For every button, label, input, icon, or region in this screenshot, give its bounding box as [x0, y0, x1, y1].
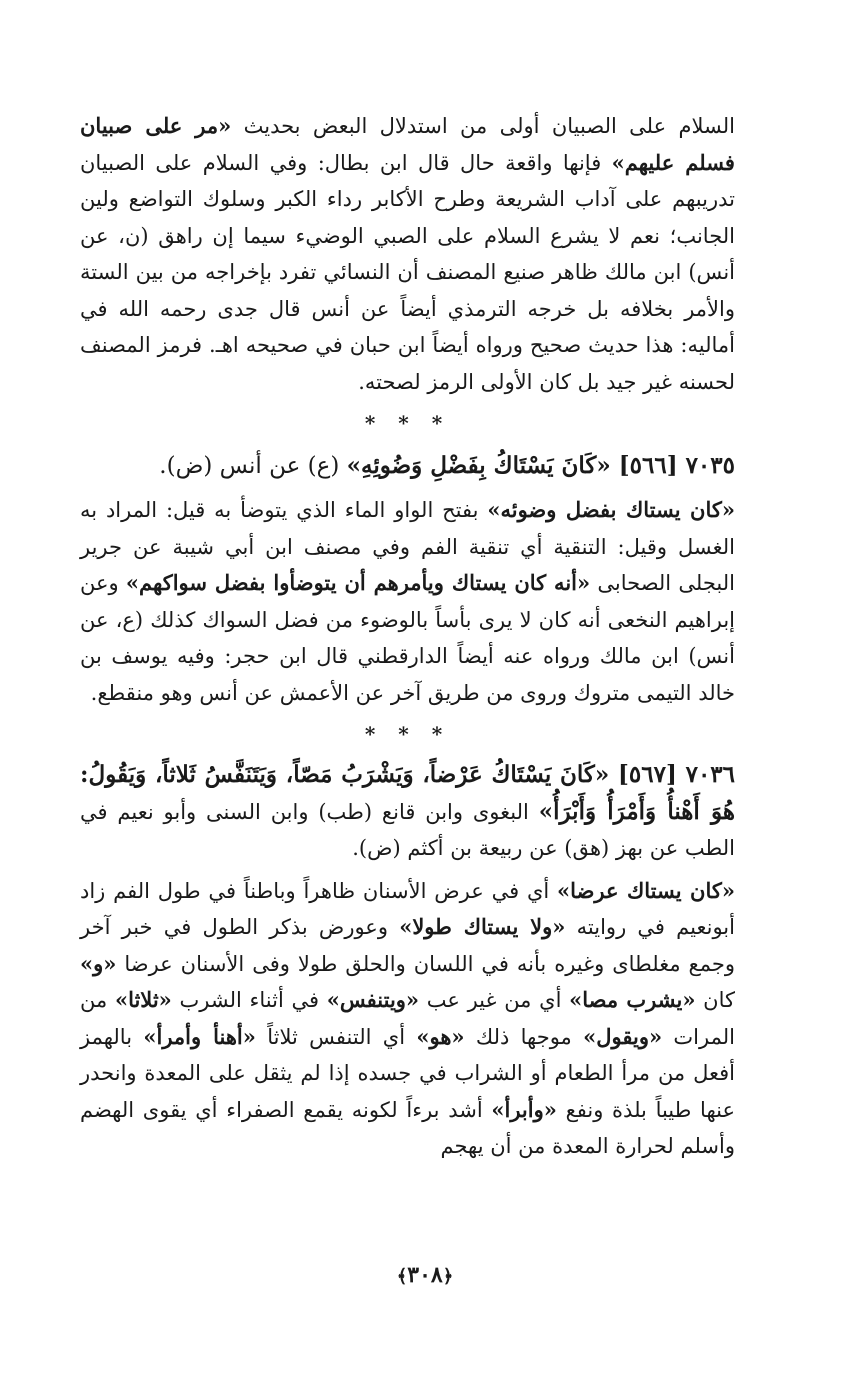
- hadith-text: «كَانَ يَسْتَاكُ بِفَضْلِ وَضُوئِهِ»: [346, 452, 619, 479]
- commentary-paragraph: [80, 108, 735, 400]
- quoted-word: «أهنأ وأمرأ»: [143, 1023, 256, 1049]
- hadith-entry-7035: [80, 446, 735, 486]
- body-text: أشد برءاً لكونه يقمع الصفراء أي يقوى الهضم وأسلم لحرارة المعدة من أن يهجم: [80, 1097, 735, 1158]
- body-text: بالهمز أفعل من مرأ الطعام أو الشراب في جسده إذا لم يثقل على المعدة وانحدر عنها طيباً بلذة ونفع: [80, 1024, 735, 1122]
- quoted-word: «يشرب مصا»: [569, 987, 696, 1012]
- quoted-word: «ثلاثا»: [114, 987, 172, 1012]
- section-separator: * * *: [364, 411, 451, 435]
- entry-number: ٧٠٣٥ [٥٦٦]: [618, 452, 735, 479]
- quoted-word: «ويقول»: [583, 1023, 663, 1049]
- body-text: فإنها واقعة حال قال ابن بطال: وفي السلام على الصبيان تدريبهم على آداب الشريعة وطرح الأكابر رداء الكبر وسلوك التواضع ولين الجانب؛ نعم لا يشرع السلام على الصبي الوضيء سيما إن راهق (ن، عن أنس) ابن مالك ظاهر صنيع المصنف أن النسائي تفرد بإخراجه من بين الستة والأمر بخلافه بل خرجه الترمذي أيضاً عن أنس قال جدى رحمه الله في أماليه: هذا حديث صحيح ورواه أيضاً ابن حبان في صحيحه اهـ. فرمز المصنف لحسنه غير جيد بل كان الأولى الرمز لصحته.: [80, 150, 735, 394]
- quoted-hadith: «كان يستاك بفضل وضوئه»: [487, 497, 735, 522]
- quoted-word: «هو»: [416, 1023, 465, 1049]
- quoted-word: «و»: [80, 950, 117, 976]
- quoted-hadith: «ولا يستاك طولا»: [399, 914, 566, 939]
- page-footer: [0, 1262, 850, 1288]
- hadith-text: «كَانَ يَسْتَاكُ عَرْضاً، وَيَشْرَبُ مَصّاً، وَيَتَنَفَّسُ ثَلاثاً، وَيَقُولُ: هُوَ أَهْنأُ وَأَمْرَأُ وَأَبْرَأُ»: [80, 761, 735, 825]
- quoted-word: «ويتنفس»: [326, 987, 420, 1012]
- body-text: وعن إبراهيم النخعى أنه كان لا يرى بأساً بالوضوء من فضل السواك كذلك (ع، عن أنس) ابن مالك ورواه عنه أيضاً الدارقطني قال ابن حجر: وفيه يوسف بن خالد التيمى متروك وروى من طريق آخر عن الأعمش عن أنس وهو منقطع.: [80, 571, 735, 705]
- quoted-hadith: «كان يستاك عرضا»: [557, 877, 735, 903]
- body-text: أي من غير عب: [419, 988, 570, 1012]
- body-text: من المرات: [80, 988, 735, 1049]
- hadith-source: البغوى وابن قانع (طب) وابن السنى وأبو نعيم في الطب عن بهز (هق) عن ربيعة بن أكثم (ض).: [80, 799, 735, 860]
- section-separator: * * *: [364, 722, 451, 746]
- body-text: وعورض بذكر الطول في خبر آخر وجمع مغلطاى وغيره بأنه في اللسان والحلق طولا وفى الأسنان عرضا: [80, 915, 735, 976]
- hadith-source: (ع) عن أنس (ض).: [159, 453, 347, 479]
- body-text: موجها ذلك: [464, 1024, 584, 1049]
- quoted-hadith: «أنه كان يستاك ويأمرهم أن يتوضأوا بفضل سواكهم»: [125, 570, 591, 595]
- page-number: ٣٠٨: [407, 1262, 443, 1288]
- hadith-entry-7036: [80, 757, 735, 867]
- ornament-left: ﴿: [442, 1266, 454, 1287]
- body-text: في أثناء الشرب: [171, 988, 327, 1012]
- body-text: أي في عرض الأسنان ظاهراً وباطناً في طول الفم زاد أبونعيم في روايته: [80, 878, 735, 939]
- ornament-right: ﴾: [396, 1266, 408, 1287]
- body-text: السلام على الصبيان أولى من استدلال البعض بحديث: [231, 114, 735, 138]
- body-text: أي التنفس ثلاثاً: [255, 1024, 417, 1049]
- entry-number: ٧٠٣٦ [٥٦٧]: [618, 761, 736, 788]
- body-text: بفتح الواو الماء الذي يتوضأ به قيل: المراد به الغسل وقيل: التنقية أي تنقية الفم وفي مصنف ابن أبي شيبة عن جرير البجلى الصحابى: [80, 498, 735, 595]
- page-body: [80, 108, 735, 1165]
- quoted-hadith: «مر على صبيان فسلم عليهم»: [80, 113, 735, 175]
- quoted-word: «وأبرأ»: [491, 1096, 557, 1122]
- body-text: كان: [695, 988, 735, 1012]
- commentary-paragraph: [80, 492, 735, 711]
- commentary-paragraph: [80, 873, 735, 1165]
